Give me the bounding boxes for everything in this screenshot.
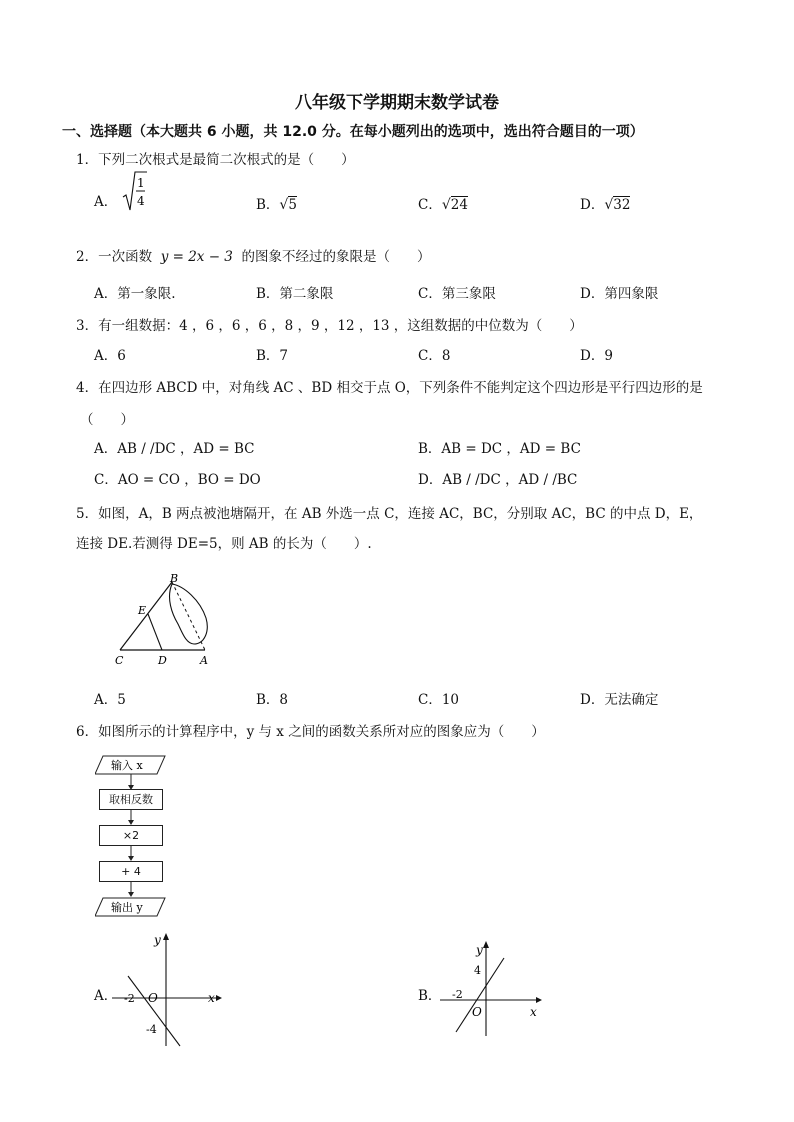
svg-text:y: y — [154, 933, 161, 947]
flow-output: 输出 y — [111, 901, 143, 914]
flow-negate-box: 取相反数 — [99, 789, 163, 810]
svg-text:O: O — [148, 991, 158, 1005]
question-2-stem: 2．一次函数 y = 2x − 3 的图象不经过的象限是（ ） — [76, 249, 431, 265]
linear-function-expr: y = 2x − 3 — [160, 249, 233, 265]
svg-text:-2: -2 — [124, 992, 135, 1005]
sqrt-icon: √ — [604, 197, 614, 213]
q5-option-d[interactable]: D．无法确定 — [580, 692, 659, 708]
svg-text:E: E — [138, 604, 147, 617]
sqrt-icon: √ — [441, 197, 451, 213]
q3-option-d[interactable]: D．9 — [580, 348, 613, 364]
q1-option-a[interactable]: A． 1 4 — [94, 190, 148, 214]
flow-times2-box: ×2 — [99, 825, 163, 846]
q2-option-b[interactable]: B．第二象限 — [256, 286, 334, 302]
question-4-stem: 4．在四边形 ABCD 中，对角线 AC 、BD 相交于点 O，下列条件不能判定这个四边形是平行四边形的是 — [76, 380, 703, 396]
svg-text:y: y — [476, 943, 483, 957]
question-1-stem: 1．下列二次根式是最简二次根式的是（ ） — [76, 152, 355, 168]
flow-plus4-box: + 4 — [99, 861, 163, 882]
sqrt-fraction-icon — [122, 170, 148, 214]
q3-option-a[interactable]: A．6 — [94, 348, 126, 364]
page-title: 八年级下学期期末数学试卷 — [295, 93, 499, 113]
q2-option-c[interactable]: C．第三象限 — [418, 286, 496, 302]
sqrt-icon: √ — [279, 197, 289, 213]
question-6-stem: 6．如图所示的计算程序中，y 与 x 之间的函数关系所对应的图象应为（ ） — [76, 724, 545, 740]
q4-option-b[interactable]: B．AB = DC ，AD = BC — [418, 441, 581, 457]
q2-option-d[interactable]: D．第四象限 — [580, 286, 659, 302]
q4-option-d[interactable]: D．AB / /DC ，AD / /BC — [418, 472, 578, 488]
svg-text:A: A — [200, 654, 208, 667]
section-heading: 一、选择题（本大题共 6 小题，共 12.0 分。在每小题列出的选项中，选出符合题目的一项） — [62, 124, 644, 140]
q4-option-a[interactable]: A．AB / /DC ，AD = BC — [94, 441, 255, 457]
q1-option-c[interactable]: C．√24 — [418, 197, 468, 213]
svg-text:x: x — [530, 1005, 537, 1019]
q6-option-a[interactable]: A． — [94, 988, 118, 1004]
q5-option-a[interactable]: A．5 — [94, 692, 126, 708]
svg-text:4: 4 — [474, 964, 481, 977]
question-5-stem-cont: 连接 DE.若测得 DE=5，则 AB 的长为（ ）. — [76, 536, 372, 552]
pond-triangle-diagram — [110, 570, 220, 670]
q3-option-c[interactable]: C．8 — [418, 348, 451, 364]
q6-graph-b[interactable] — [440, 940, 546, 1040]
q1-a-numerator: 1 — [136, 175, 145, 190]
q2-option-a[interactable]: A．第一象限. — [94, 286, 176, 302]
q6-option-b[interactable]: B． — [418, 988, 442, 1004]
q1-a-denominator: 4 — [136, 193, 145, 208]
svg-text:B: B — [170, 572, 179, 585]
svg-text:x: x — [208, 991, 215, 1005]
q5-option-b[interactable]: B．8 — [256, 692, 289, 708]
svg-text:-2: -2 — [452, 988, 463, 1001]
question-4-stem-cont: （ ） — [80, 412, 134, 428]
q1-option-d[interactable]: D．√32 — [580, 197, 631, 213]
question-5-stem: 5．如图，A，B 两点被池塘隔开，在 AB 外选一点 C，连接 AC，BC，分别取 AC，BC 的中点 D，E， — [76, 506, 703, 522]
q1-option-b[interactable]: B．√5 — [256, 197, 297, 213]
q5-option-c[interactable]: C．10 — [418, 692, 460, 708]
question-3-stem: 3．有一组数据：4 ，6 ，6 ，6 ，8 ，9 ，12 ，13 ，这组数据的中位数为（ ） — [76, 318, 583, 334]
svg-text:C: C — [115, 654, 124, 667]
q3-option-b[interactable]: B．7 — [256, 348, 289, 364]
q6-graph-a[interactable] — [112, 930, 224, 1050]
flow-input: 输入 x — [111, 759, 143, 772]
svg-text:-4: -4 — [146, 1023, 157, 1036]
svg-text:D: D — [158, 654, 167, 667]
q4-option-c[interactable]: C．AO = CO ，BO = DO — [94, 472, 261, 488]
svg-text:O: O — [472, 1005, 482, 1019]
